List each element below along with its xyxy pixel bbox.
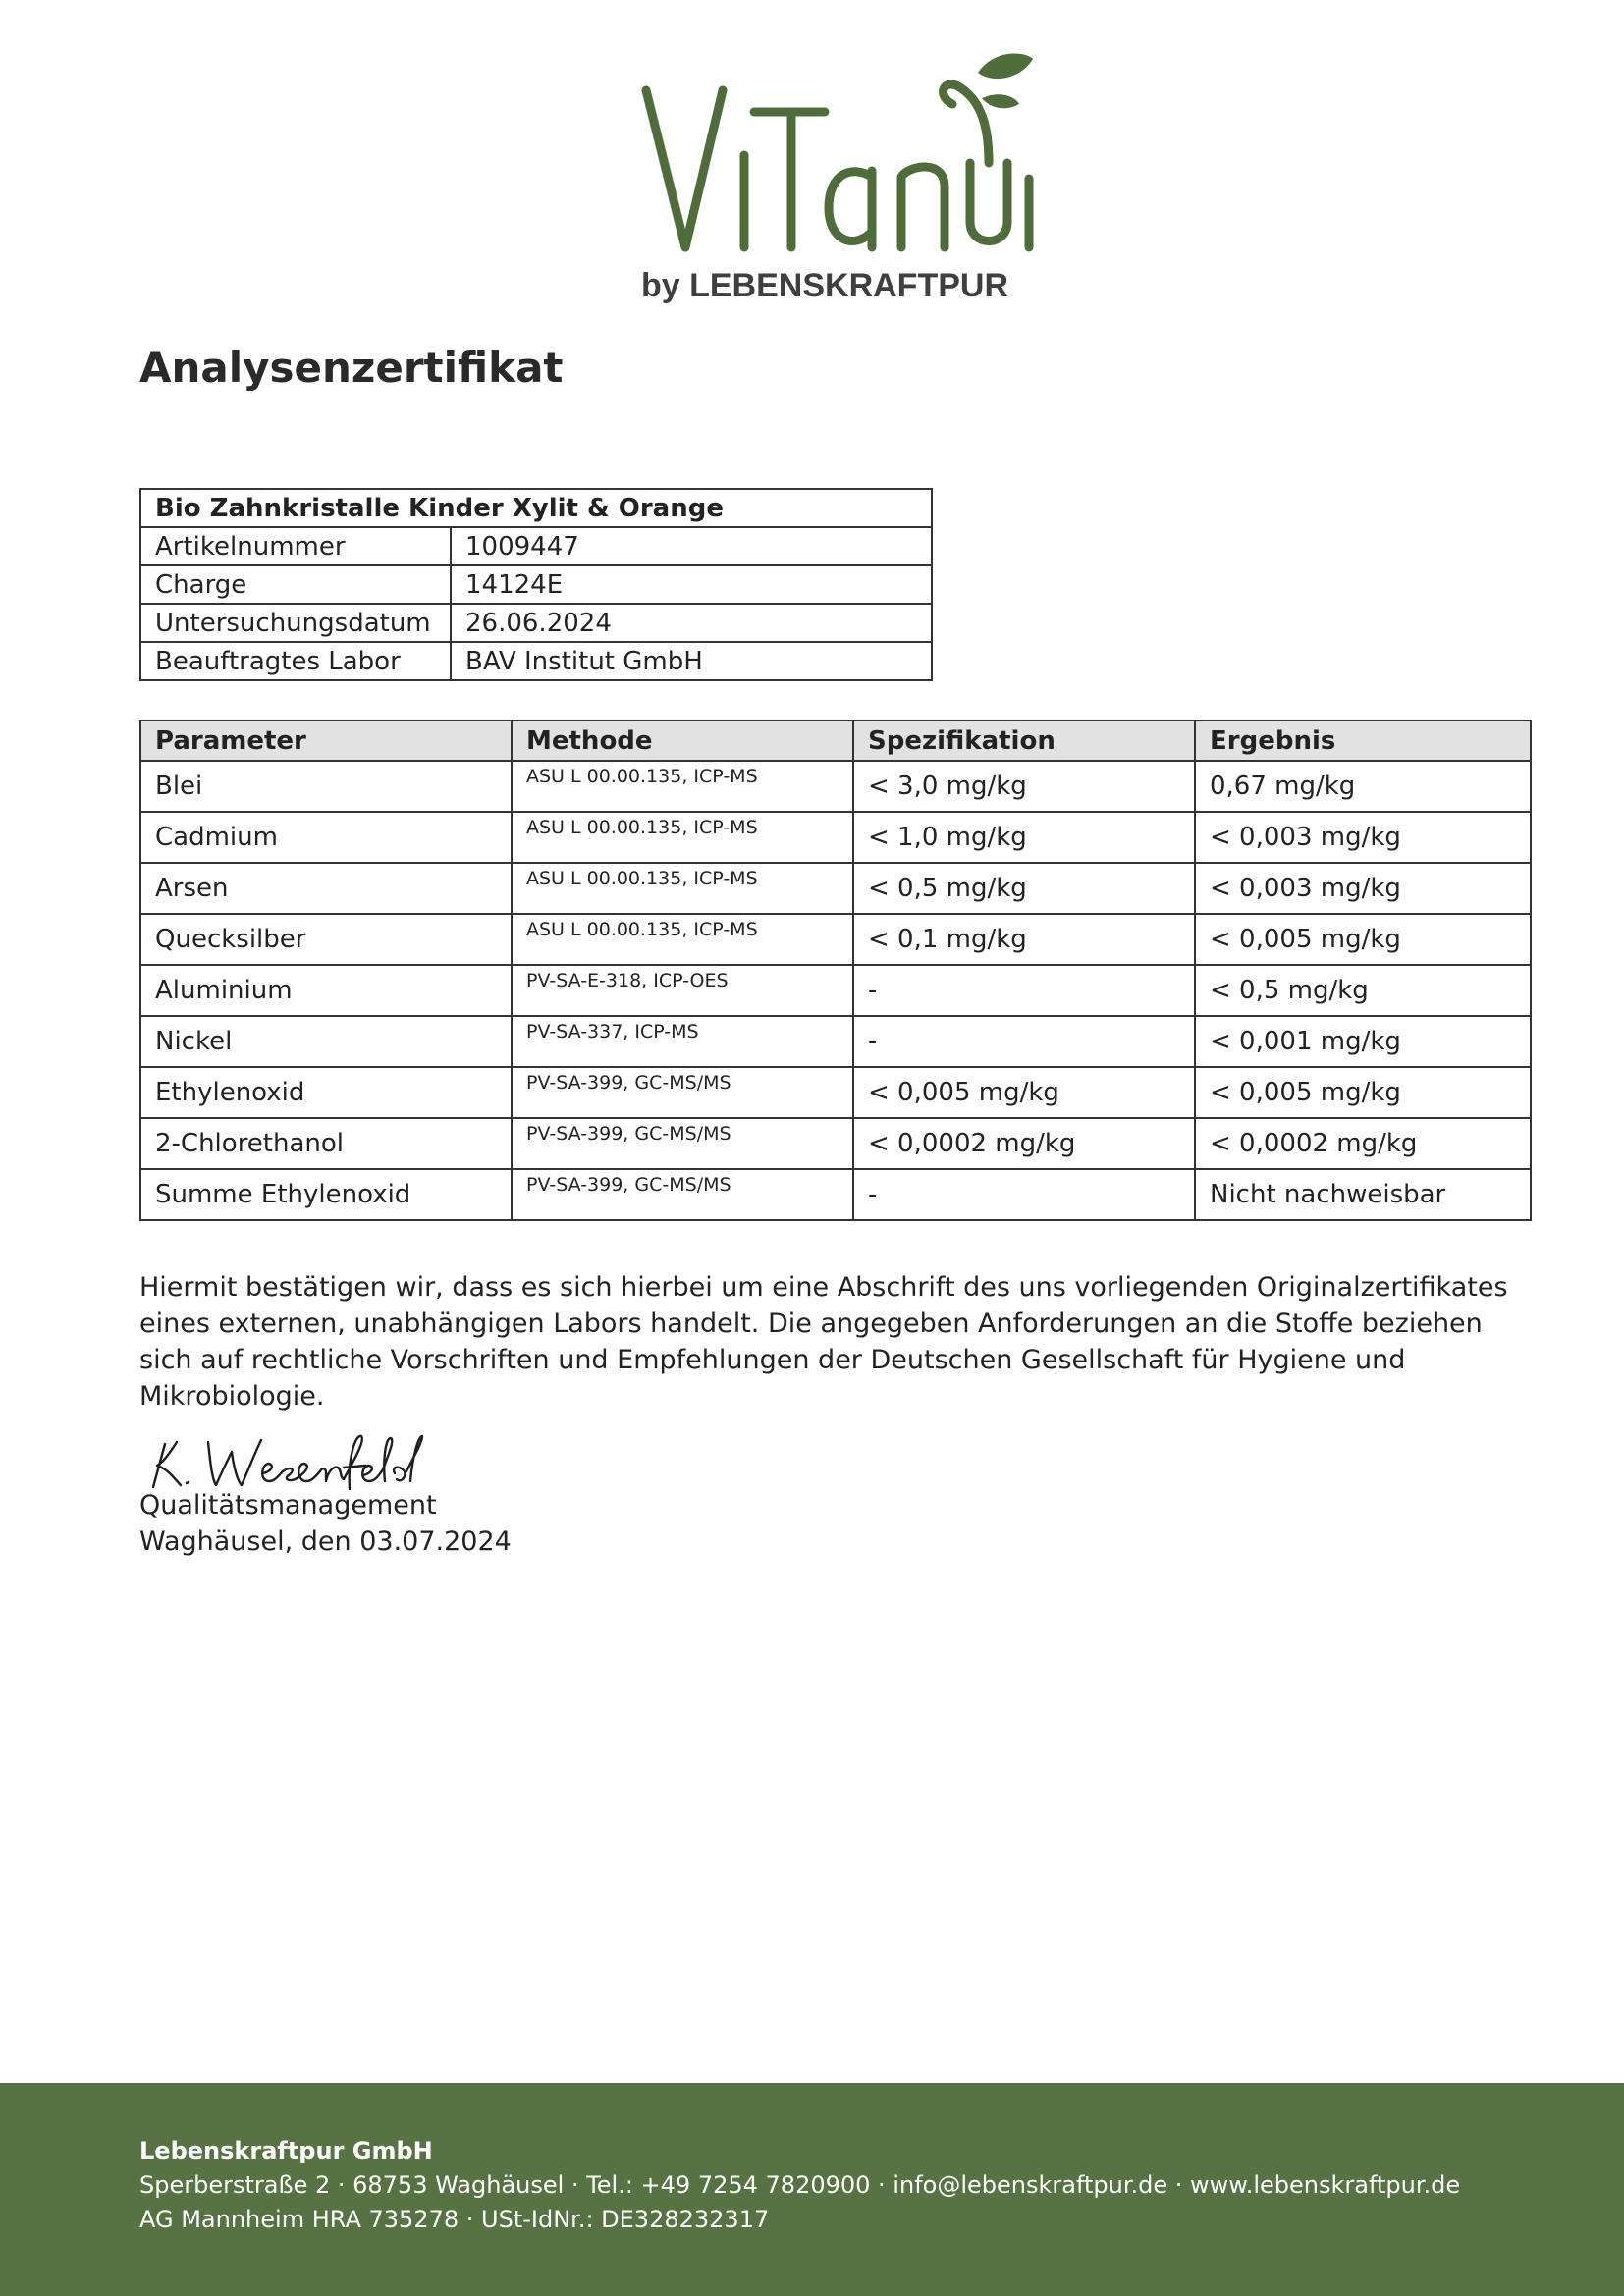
product-name-row bbox=[140, 489, 932, 527]
table-row bbox=[140, 863, 1531, 914]
document-title: Analysenzertifikat bbox=[139, 344, 564, 392]
info-row-laboratory bbox=[140, 642, 932, 680]
footer-text-block bbox=[139, 2134, 1460, 2237]
results-header-row bbox=[140, 721, 1531, 761]
table-row bbox=[140, 1016, 1531, 1067]
vitanur-logo-graphic bbox=[628, 39, 1041, 314]
method-cell: PV-SA-E-318, ICP-OES bbox=[512, 965, 853, 1016]
method-cell: PV-SA-399, GC-MS/MS bbox=[512, 1169, 853, 1220]
specification-cell: < 3,0 mg/kg bbox=[853, 761, 1195, 812]
info-label: Charge bbox=[140, 565, 451, 604]
result-cell: 0,67 mg/kg bbox=[1195, 761, 1531, 812]
product-name: Bio Zahnkristalle Kinder Xylit & Orange bbox=[140, 489, 932, 527]
confirmation-text: Hiermit bestätigen wir, dass es sich hierbei um eine Abschrift des uns vorliegenden Originalzertifikates eines externen, unabhängigen Labors handelt. Die angegeben Anforderungen an die Stoffe beziehen sich auf rechtliche Vorschriften und Empfehlungen der Deutschen Gesellschaft für Hygiene und Mikrobiologie. bbox=[139, 1272, 1508, 1412]
method-cell: ASU L 00.00.135, ICP-MS bbox=[512, 761, 853, 812]
result-cell: Nicht nachweisbar bbox=[1195, 1169, 1531, 1220]
method-cell: PV-SA-399, GC-MS/MS bbox=[512, 1118, 853, 1169]
method-cell: ASU L 00.00.135, ICP-MS bbox=[512, 863, 853, 914]
specification-cell: - bbox=[853, 965, 1195, 1016]
parameter-cell: Arsen bbox=[140, 863, 512, 914]
parameter-cell: 2-Chlorethanol bbox=[140, 1118, 512, 1169]
column-header-parameter: Parameter bbox=[140, 721, 512, 761]
product-info-table bbox=[139, 488, 933, 681]
column-header-result: Ergebnis bbox=[1195, 721, 1531, 761]
parameter-cell: Nickel bbox=[140, 1016, 512, 1067]
column-header-method: Methode bbox=[512, 721, 853, 761]
parameter-cell: Cadmium bbox=[140, 812, 512, 863]
info-value: BAV Institut GmbH bbox=[451, 642, 932, 680]
specification-cell: - bbox=[853, 1016, 1195, 1067]
table-row bbox=[140, 1169, 1531, 1220]
info-value: 14124E bbox=[451, 565, 932, 604]
signature-block bbox=[139, 1487, 512, 1560]
result-cell: < 0,5 mg/kg bbox=[1195, 965, 1531, 1016]
table-row bbox=[140, 1118, 1531, 1169]
info-label: Untersuchungsdatum bbox=[140, 604, 451, 642]
specification-cell: < 0,5 mg/kg bbox=[853, 863, 1195, 914]
result-cell: < 0,001 mg/kg bbox=[1195, 1016, 1531, 1067]
specification-cell: < 0,1 mg/kg bbox=[853, 914, 1195, 965]
brand-logo bbox=[628, 39, 1041, 314]
parameter-cell: Quecksilber bbox=[140, 914, 512, 965]
method-cell: ASU L 00.00.135, ICP-MS bbox=[512, 812, 853, 863]
analysis-results-table bbox=[139, 720, 1532, 1221]
method-cell: PV-SA-399, GC-MS/MS bbox=[512, 1067, 853, 1118]
specification-cell: < 1,0 mg/kg bbox=[853, 812, 1195, 863]
parameter-cell: Ethylenoxid bbox=[140, 1067, 512, 1118]
place-and-date: Waghäusel, den 03.07.2024 bbox=[139, 1526, 512, 1557]
result-cell: < 0,003 mg/kg bbox=[1195, 863, 1531, 914]
info-row-article-number bbox=[140, 527, 932, 565]
info-value: 1009447 bbox=[451, 527, 932, 565]
info-row-examination-date bbox=[140, 604, 932, 642]
footer-register-line: AG Mannheim HRA 735278 · USt-IdNr.: DE328232317 bbox=[139, 2206, 770, 2233]
specification-cell: < 0,0002 mg/kg bbox=[853, 1118, 1195, 1169]
table-row bbox=[140, 761, 1531, 812]
result-cell: < 0,0002 mg/kg bbox=[1195, 1118, 1531, 1169]
method-cell: ASU L 00.00.135, ICP-MS bbox=[512, 914, 853, 965]
footer-address-line: Sperberstraße 2 · 68753 Waghäusel · Tel.: +49 7254 7820900 · info@lebenskraftpur.de · www.lebenskraftpur.de bbox=[139, 2171, 1461, 2199]
parameter-cell: Aluminium bbox=[140, 965, 512, 1016]
table-row bbox=[140, 965, 1531, 1016]
result-cell: < 0,003 mg/kg bbox=[1195, 812, 1531, 863]
specification-cell: < 0,005 mg/kg bbox=[853, 1067, 1195, 1118]
footer-company-name: Lebenskraftpur GmbH bbox=[139, 2137, 433, 2164]
info-label: Beauftragtes Labor bbox=[140, 642, 451, 680]
table-row bbox=[140, 914, 1531, 965]
signatory-role: Qualitätsmanagement bbox=[139, 1490, 437, 1521]
method-cell: PV-SA-337, ICP-MS bbox=[512, 1016, 853, 1067]
column-header-specification: Spezifikation bbox=[853, 721, 1195, 761]
parameter-cell: Summe Ethylenoxid bbox=[140, 1169, 512, 1220]
result-cell: < 0,005 mg/kg bbox=[1195, 1067, 1531, 1118]
table-row bbox=[140, 1067, 1531, 1118]
result-cell: < 0,005 mg/kg bbox=[1195, 914, 1531, 965]
table-row bbox=[140, 812, 1531, 863]
specification-cell: - bbox=[853, 1169, 1195, 1220]
brand-tagline: by LEBENSKRAFTPUR bbox=[640, 267, 1009, 304]
info-value: 26.06.2024 bbox=[451, 604, 932, 642]
parameter-cell: Blei bbox=[140, 761, 512, 812]
footer bbox=[0, 2083, 1624, 2296]
info-label: Artikelnummer bbox=[140, 527, 451, 565]
info-row-batch bbox=[140, 565, 932, 604]
